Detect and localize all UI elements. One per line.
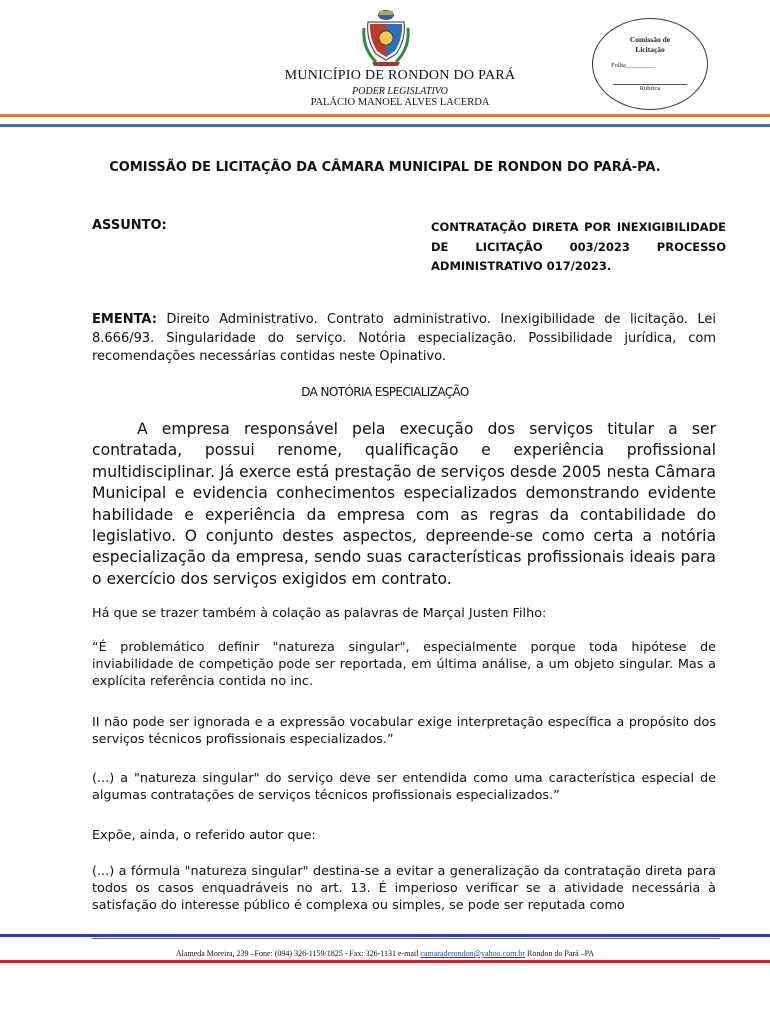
expoe-paragraph: Expõe, ainda, o referido autor que: — [92, 828, 316, 843]
commission-stamp — [592, 18, 708, 110]
footer-city: Rondon do Pará –PA — [525, 949, 595, 958]
ementa-paragraph — [92, 311, 716, 367]
quote-paragraph-4: (...) a fórmula "natureza singular" destina-se a evitar a generalização da contratação direta para todos os casos enquadráveis no art. 13. É imperioso verificar se a atividade necessária à satisfação do interesse público é complexa ou simples, se pode ser reputada como — [92, 864, 716, 913]
footer-address: Alameda Moreira, 239 –Fone: (094) 326-1159/1825 - Fax: 326-1131 e-mail — [175, 949, 421, 958]
ementa-label: EMENTA: — [92, 312, 157, 327]
header-divider-orange — [0, 114, 770, 117]
legislative-power-label: PODER LEGISLATIVO — [352, 86, 448, 97]
footer-email-link[interactable]: camaraderondon@yahoo.com.br — [420, 949, 526, 958]
subject-line-1: CONTRATAÇÃO DIRETA POR INEXIGIBILIDADE — [431, 220, 726, 234]
commission-title: COMISSÃO DE LICITAÇÃO DA CÂMARA MUNICIPAL DE RONDON DO PARÁ-PA. — [109, 160, 661, 175]
intro-paragraph: Há que se trazer também à colação as palavras de Marçal Justen Filho: — [92, 606, 547, 621]
stamp-folha-field: Folha_________ — [611, 62, 656, 69]
quote-paragraph-3: (...) a "natureza singular" do serviço deve ser entendida como uma característica especial de algumas contratações de serviços técnicos profissionais especializados.” — [92, 771, 716, 803]
subject-line-2: DE LICITAÇÃO 003/2023 PROCESSO — [431, 239, 726, 254]
municipality-title: MUNICÍPIO DE RONDON DO PARÁ — [284, 68, 516, 83]
quote-paragraph-2: II não pode ser ignorada e a expressão vocabular exige interpretação específica a propósito dos serviços técnicos profissionais especializados.” — [92, 715, 716, 747]
footer-divider-blue — [0, 934, 770, 937]
subject-label: ASSUNTO: — [92, 218, 167, 233]
stamp-rubrica-label: Rubrica — [639, 85, 661, 92]
coat-of-arms-logo — [362, 8, 410, 68]
header-divider-blue — [0, 124, 770, 127]
footer-address-line — [0, 949, 770, 958]
palace-name: PALÁCIO MANOEL ALVES LACERDA — [310, 97, 490, 108]
footer-divider-red — [0, 960, 770, 963]
stamp-title-line1: Comissão de — [629, 35, 671, 44]
main-paragraph: A empresa responsável pela execução dos serviços titular a ser contratada, possui renome, qualificação e experiência profissional multidisciplinar. Já exerce está prestação de serviços desde 2005 nesta Câmara Municipal e evidencia conhecimentos especializados demonstrando evidente habilidade e experiência da empresa com as regras da contabilidade do legislativo. O conjunto destes aspectos, depreende-se como certa a notória especialização da empresa, sendo suas características profissionais ideais para o exercício dos serviços exigidos em contrato. — [92, 420, 716, 588]
section-title: DA NOTÓRIA ESPECIALIZAÇÃO — [301, 385, 469, 399]
quote-paragraph-1: “É problemático definir "natureza singular", especialmente porque toda hipótese de inviabilidade de competição pode ser reportada, em última análise, a um objeto singular. Mas a explícita referência contida no inc. — [92, 640, 716, 689]
subject-line-3: ADMINISTRATIVO 017/2023. — [431, 259, 612, 273]
footer-thin-rule — [92, 938, 720, 939]
stamp-title-line2: Licitação — [635, 45, 665, 54]
ementa-text: Direito Administrativo. Contrato administrativo. Inexigibilidade de licitação. Lei 8.666/93. Singularidade do serviço. Notória especialização. Possibilidade jurídica, com recomendações necessárias contidas neste Opinativo. — [92, 312, 716, 364]
